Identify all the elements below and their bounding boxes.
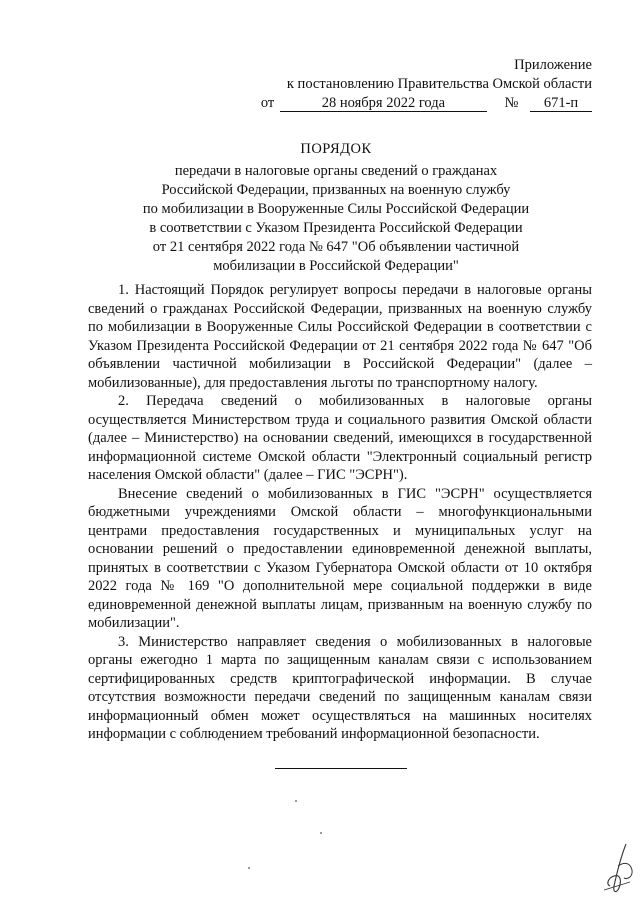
document-title-block xyxy=(86,140,586,276)
subtitle-line: Российской Федерации, призванных на военную службу xyxy=(161,182,511,198)
paragraph-2-continued: Внесение сведений о мобилизованных в ГИС "ЭСРН" осуществляется бюджетными учреждениями Омской области – многофункциональными центрами предоставления государственных и муниципальных услуг на основании решений о предоставлении единовременной денежной выплаты, принятых в соответствии с Указом Губернатора Омской области от 10 октября 2022 года № 169 "О дополнительной мере социальной поддержки в виде единовременной денежной выплаты лицам, призванным на военную службу по мобилизации". xyxy=(88,485,592,631)
speck-mark xyxy=(248,867,250,869)
subtitle-line: передачи в налоговые органы сведений о гражданах xyxy=(174,163,498,179)
closing-rule xyxy=(275,768,407,769)
speck-mark xyxy=(295,800,297,802)
paragraph-1: 1. Настоящий Порядок регулирует вопросы передачи в налоговые органы сведений о гражданах Российской Федерации, призванных на военную службу по мобилизации в Вооруженные Силы Российской Федерации в соответствии с Указом Президента Российской Федерации от 21 сентября 2022 года № 647 "Об объявлении частичной мобилизации в Российской Федерации" (далее – мобилизованные), для предоставления льготы по транспортному налогу. xyxy=(88,282,592,391)
decree-date: 28 ноября 2022 года xyxy=(280,96,487,112)
subtitle-line: от 21 сентября 2022 года № 647 "Об объявлении частичной xyxy=(152,239,520,255)
paragraph-3: 3. Министерство направляет сведения о мобилизованных в налоговые органы ежегодно 1 марта по защищенным каналам связи с использованием сертифицированных средств криптографической информации. В случае отсутствия возможности передачи сведений по защищенным каналам связи информационный обмен может осуществляться на машинных носителях информации с соблюдением требований информационной безопасности. xyxy=(88,633,592,742)
decree-number: 671-п xyxy=(530,96,592,112)
subtitle-line: в соответствии с Указом Президента Российской Федерации xyxy=(149,220,523,236)
subtitle-line: по мобилизации в Вооруженные Силы Российской Федерации xyxy=(142,201,530,217)
document-title: ПОРЯДОК xyxy=(300,141,372,157)
initials-signature xyxy=(596,840,640,900)
speck-mark xyxy=(320,832,322,834)
paragraph-2: 2. Передача сведений о мобилизованных в налоговые органы осуществляется Министерством труда и социального развития Омской области (далее – Министерство) на основании сведений, имеющихся в государственной информационной системе Омской области "Электронный социальный регистр населения Омской области" (далее – ГИС "ЭСРН"). xyxy=(88,393,592,483)
decree-date-line xyxy=(261,94,592,113)
document-body xyxy=(88,281,592,744)
number-label: № xyxy=(504,95,519,111)
decree-reference: к постановлению Правительства Омской области xyxy=(286,76,592,92)
subtitle-line: мобилизации в Российской Федерации" xyxy=(213,258,459,274)
appendix-header xyxy=(261,56,592,113)
appendix-label: Приложение xyxy=(514,57,592,73)
from-label: от xyxy=(260,95,275,111)
